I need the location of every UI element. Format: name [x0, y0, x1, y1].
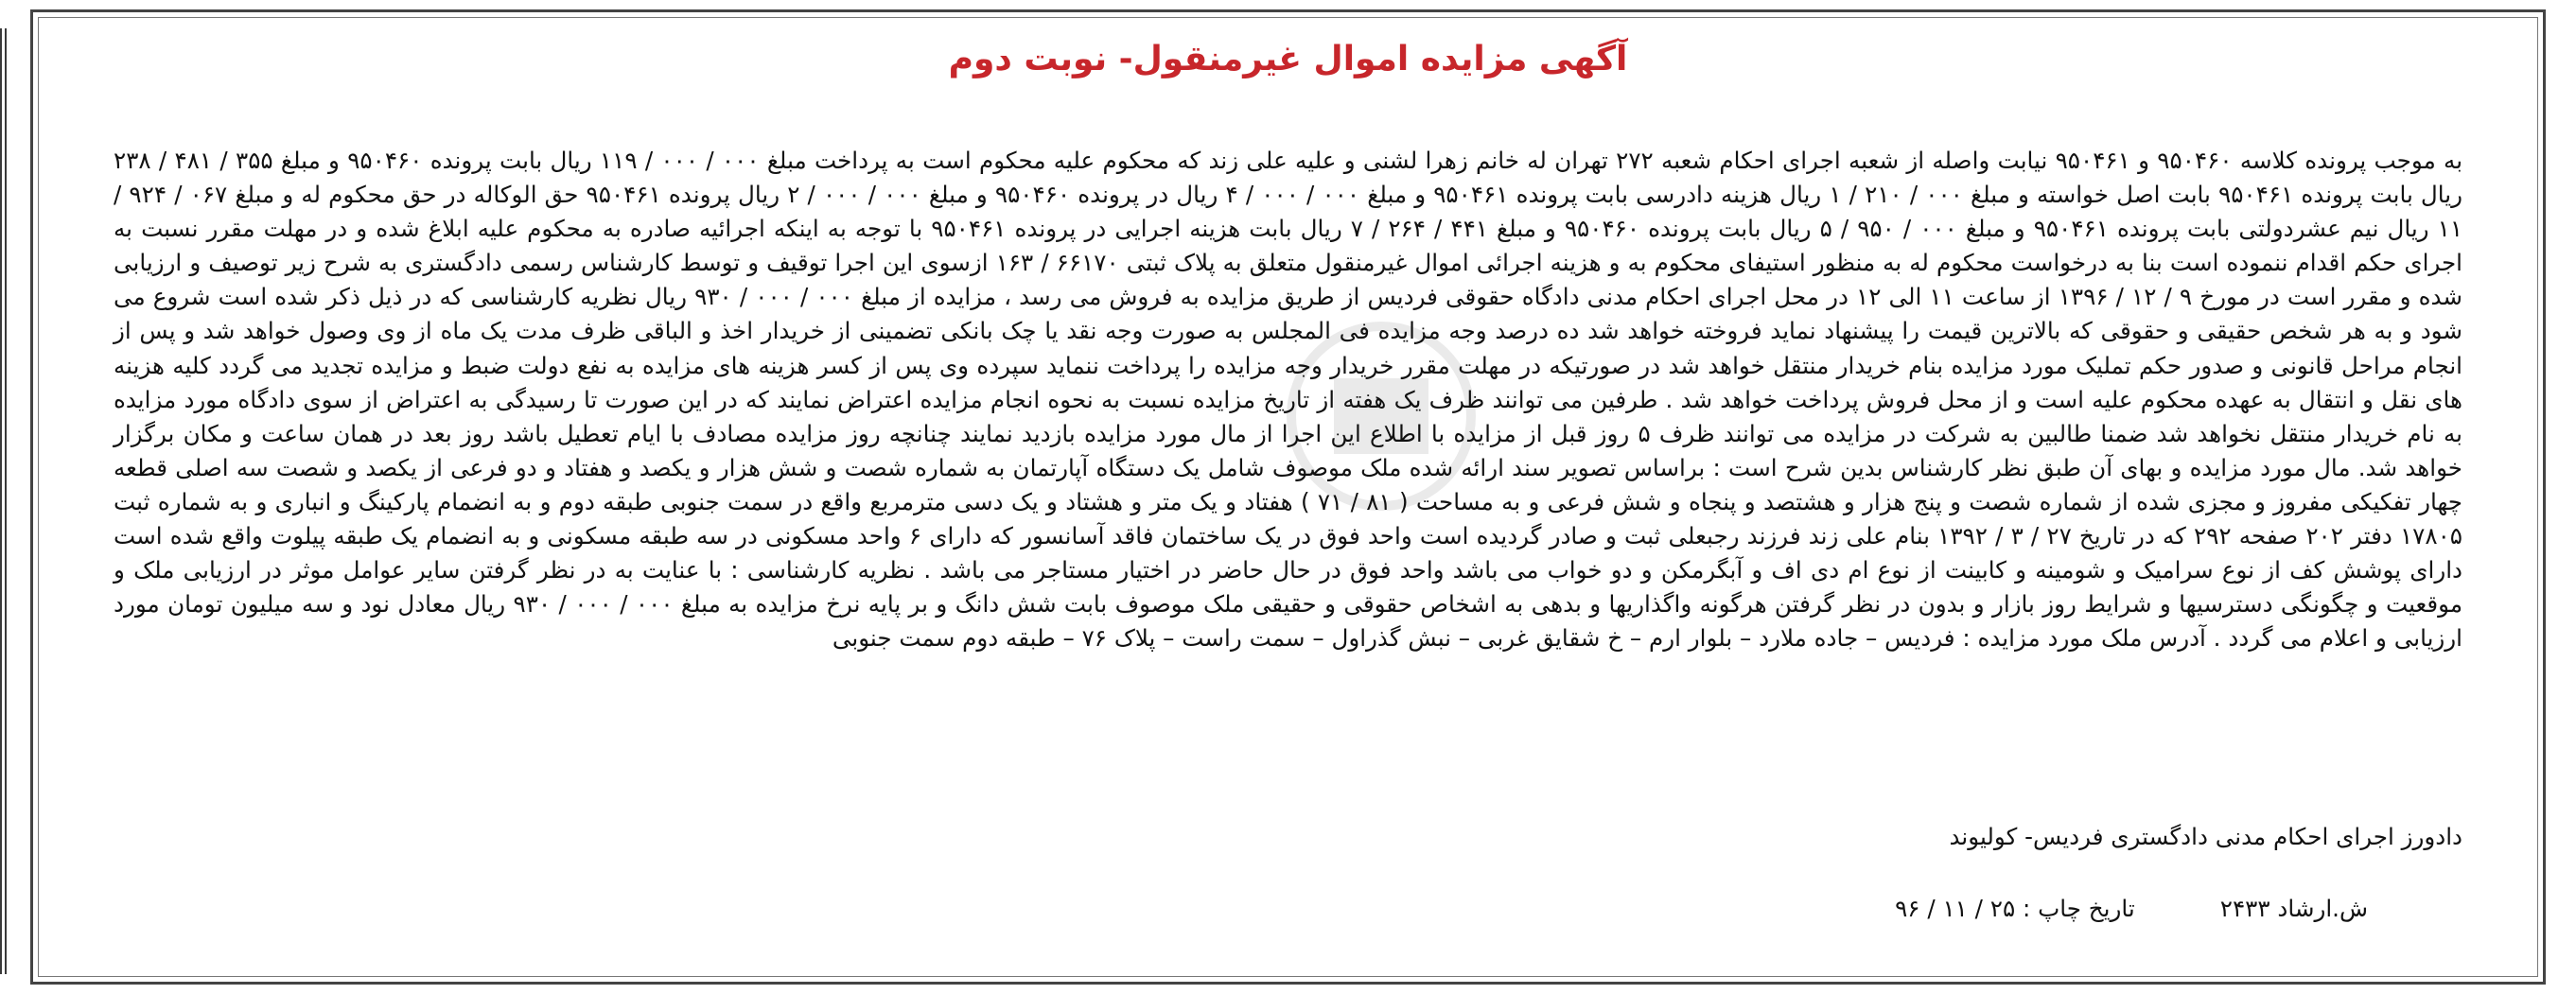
ershad-number: ش.ارشاد ۲۴۳۳ [2219, 895, 2368, 922]
signature-line: دادورز اجرای احکام مدنی دادگستری فردیس- کولیوند [1949, 823, 2462, 850]
notice-paragraph: به موجب پرونده کلاسه ۹۵۰۴۶۰ و ۹۵۰۴۶۱ نیابت واصله از شعبه اجرای احکام شعبه ۲۷۲ تهران له خانم زهرا لشنی و علیه علی زند که محکوم علیه محکوم است به پرداخت مبلغ ۰۰۰ / ۰۰۰ / ۱۱۹ ریال بابت پرونده ۹۵۰۴۶۰ و مبلغ ۳۵۵ / ۴۸۱ / ۲۳۸ ریال بابت پرونده ۹۵۰۴۶۱ بابت اصل خواسته و مبلغ ۰۰۰ / ۲۱۰ / ۱ ریال هزینه دادرسی بابت پرونده ۹۵۰۴۶۱ و مبلغ ۰۰۰ / ۰۰۰ / ۴ ریال در پرونده ۹۵۰۴۶۰ و مبلغ ۰۰۰ / ۰۰۰ / ۲ ریال پرونده ۹۵۰۴۶۱ حق الوکاله در حق محکوم له و مبلغ ۰۶۷ / ۹۲۴ / ۱۱ ریال نیم عشردولتی بابت پرونده ۹۵۰۴۶۱ و مبلغ ۰۰۰ / ۹۵۰ / ۵ ریال بابت پرونده ۹۵۰۴۶۰ و مبلغ ۴۴۱ / ۲۶۴ / ۷ ریال بابت هزینه اجرایی در پرونده ۹۵۰۴۶۱ با توجه به اینکه اجرائیه صادره به محکوم علیه ابلاغ شده و در مهلت مقرر نسبت به اجرای حکم اقدام ننموده است بنا به درخواست محکوم له به منظور استیفای محکوم به و هزینه اجرائی اموال غیرمنقول متعلق به پلاک ثبتی ۶۶۱۷۰ / ۱۶۳ ازسوی این اجرا توقیف و توسط کارشناس رسمی دادگستری به شرح زیر توصیف و ارزیابی شده و مقرر است در مورخ ۹ / ۱۲ / ۱۳۹۶ از ساعت ۱۱ الی ۱۲ در محل اجرای احکام مدنی دادگاه حقوقی فردیس از طریق مزایده به فروش می رسد ، مزایده از مبلغ ۰۰۰ / ۰۰۰ / ۹۳۰ ریال نظریه کارشناسی که در ذیل ذکر شده است شروع می شود و به هر شخص حقیقی و حقوقی که بالاترین قیمت را پیشنهاد نماید فروخته خواهد شد ده درصد وجه مزایده فی المجلس به صورت وجه نقد یا چک بانکی تضمینی از خریدار اخذ و الباقی ظرف مدت یک ماه از وی وصول خواهد شد و پس از انجام مراحل قانونی و صدور حکم تملیک مورد مزایده بنام خریدار منتقل خواهد شد در صورتیکه در مهلت مقرر خریدار وجه مزایده را پرداخت ننماید سپرده وی پس از کسر هزینه های مزایده به نفع دولت ضبط و مزایده تجدید می گردد کلیه هزینه های نقل و انتقال به عهده محکوم علیه است و از محل فروش پرداخت خواهد شد . طرفین می توانند ظرف یک هفته از تاریخ مزایده نسبت به نحوه انجام مزایده اعتراض نمایند که در این صورت تا رسیدگی به اعتراض از سوی دادگاه مورد مزایده به نام خریدار منتقل نخواهد شد ضمنا طالبین به شرکت در مزایده می توانند ظرف ۵ روز قبل از مزایده با اطلاع این اجرا از مال مورد مزایده بازدید نمایند چنانچه روز مزایده مصادف با ایام تعطیل باشد روز بعد در همان ساعت و مکان برگزار خواهد شد. مال مورد مزایده و بهای آن طبق نظر کارشناس بدین شرح است : براساس تصویر سند ارائه شده ملک موصوف شامل یک دستگاه آپارتمان به شماره شصت و شش هزار و یکصد و هفتاد و دو فرعی از یکصد و شصت سه اصلی قطعه چهار تفکیکی مفروز و مجزی شده از شماره شصت و پنج هزار و هشتصد و پنجاه و شش فرعی و به مساحت ( ۸۱ / ۷۱ ) هفتاد و یک متر و هشتاد و یک دسی مترمربع واقع در سمت جنوبی طبقه دوم و به انضمام پارکینگ و انباری و به شماره ثبت ۱۷۸۰۵ دفتر ۲۰۲ صفحه ۲۹۲ که در تاریخ ۲۷ / ۳ / ۱۳۹۲ بنام علی زند فرزند رجبعلی ثبت و صادر گردیده است واحد فوق در یک ساختمان فاقد آسانسور که دارای ۶ واحد مسکونی در سه طبقه مسکونی و به انضمام یک طبقه پیلوت واقع شده است دارای پوشش کف از نوع سرامیک و شومینه و کابینت از نوع ام دی اف و آبگرمکن و دو خواب می باشد واحد فوق در حال حاضر در اختیار مستاجر می باشد . نظریه کارشناسی : با عنایت به در نظر گرفتن سایر عوامل موثر در ارزیابی ملک و موقعیت و چگونگی دسترسیها و شرایط روز بازار و بدون در نظر گرفتن هرگونه واگذاریها و بدهی به اشخاص حقوقی و حقیقی ملک موصوف بابت شش دانگ و بر پایه نرخ مزایده به مبلغ ۰۰۰ / ۰۰۰ / ۹۳۰ ریال معادل نود و سه میلیون تومان مورد ارزیابی و اعلام می گردد . آدرس ملک مورد مزایده : فردیس – جاده ملارد – بلوار ارم – خ شقایق غربی – نبش گذراول – سمت راست – پلاک ۷۶ – طبقه دوم سمت جنوبی [114, 147, 2463, 653]
page-edge-left [0, 28, 7, 974]
footer [1895, 895, 2368, 922]
notice-title: آگهی مزایده اموال غیرمنقول- نوبت دوم [948, 40, 1628, 78]
notice-body [114, 144, 2462, 655]
print-date: تاریخ چاپ : ۲۵ / ۱۱ / ۹۶ [1895, 895, 2135, 922]
